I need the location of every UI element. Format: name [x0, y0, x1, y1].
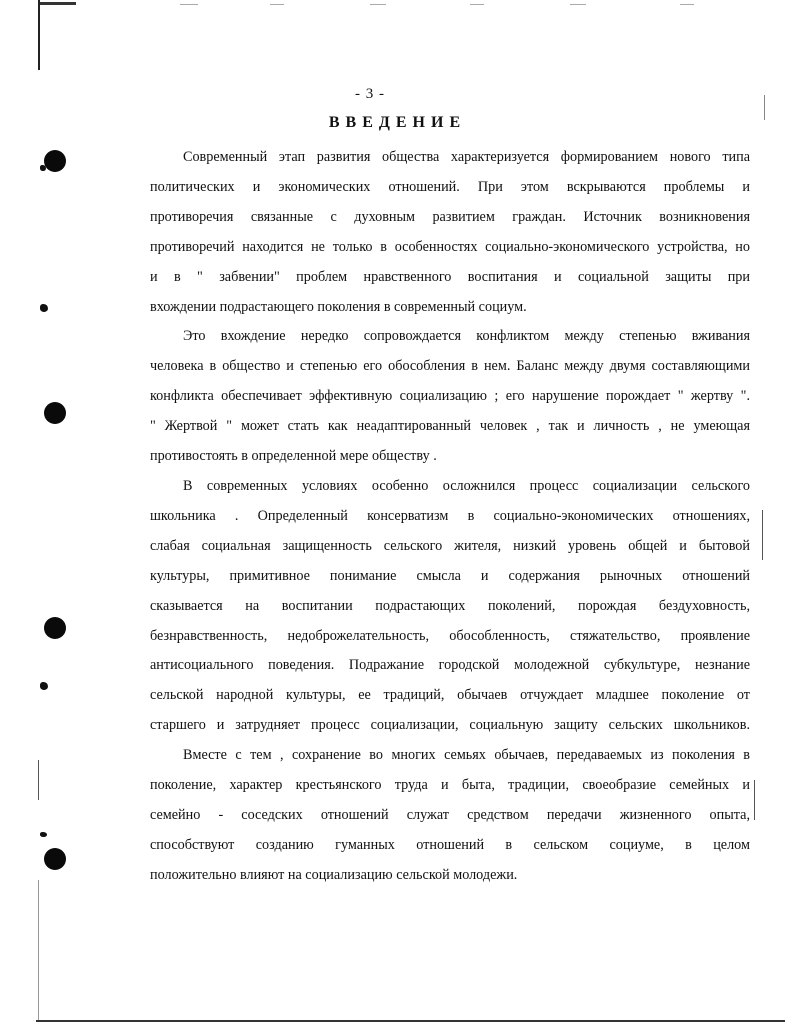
text-line: антисоциального поведения. Подражание городской молодежной субкультуре, незнание	[150, 657, 750, 674]
text-line: поколение, характер крестьянского труда и быта, традиции, своеобразие семейных и	[150, 777, 750, 794]
text-line: конфликта обеспечивает эффективную социализацию ; его нарушение порождает " жертву ".	[150, 388, 750, 405]
text-line: Современный этап развития общества характеризуется формированием нового типа	[183, 149, 750, 165]
scan-edge-left	[38, 0, 40, 70]
scan-dash	[570, 4, 586, 5]
text-line: вхождении подрастающего поколения в современный социум.	[150, 298, 527, 315]
text-line: положительно влияют на социализацию сельской молодежи.	[150, 866, 518, 883]
ink-speck	[40, 682, 48, 690]
scan-edge-left-lower	[38, 880, 39, 1020]
scan-dash	[370, 4, 386, 5]
page-number: - 3 -	[355, 86, 385, 102]
text-line: противоречия связанные с духовным развитием граждан. Источник возникновения	[150, 208, 750, 225]
text-line: способствуют созданию гуманных отношений в сельском социуме, в целом	[150, 836, 750, 853]
text-line: безнравственность, недоброжелательность, обособленность, стяжательство, проявление	[150, 627, 750, 644]
punch-hole-icon	[44, 848, 66, 870]
scan-edge-top	[40, 2, 76, 5]
text-line: В современных условиях особенно осложнился процесс социализации сельского	[183, 477, 750, 494]
text-line: культуры, примитивное понимание смысла и содержания рыночных отношений	[150, 567, 750, 584]
text-line: Это вхождение нередко сопровождается конфликтом между степенью вживания	[183, 328, 750, 345]
text-line: сказывается на воспитании подрастающих поколений, порождая бездуховность,	[150, 597, 750, 614]
ink-speck	[40, 165, 46, 171]
text-line: старшего и затрудняет процесс социализации, социальную защиту сельских школьников.	[150, 717, 750, 734]
text-line: " Жертвой " может стать как неадаптированный человек , так и личность , не умеющая	[150, 418, 750, 435]
text-line: школьника . Определенный консерватизм в социально-экономических отношениях,	[150, 507, 750, 524]
text-line: семейно - соседских отношений служат средством передачи жизненного опыта,	[150, 806, 750, 823]
punch-hole-icon	[44, 402, 66, 424]
page-title: ВВЕДЕНИЕ	[328, 114, 467, 131]
text-line: противостоять в определенной мере обществу .	[150, 448, 437, 465]
text-line: слабая социальная защищенность сельского жителя, низкий уровень общей и бытовой	[150, 537, 750, 554]
scan-margin-mark	[754, 780, 755, 820]
scan-margin-mark	[38, 760, 39, 800]
text-line: противоречий находится не только в особенностях социально-экономического устройства, но	[150, 238, 750, 255]
text-line: человека в общество и степенью его обособления в нем. Баланс между двумя составляющими	[150, 358, 750, 375]
scan-dash	[270, 4, 284, 5]
scan-margin-mark	[762, 510, 763, 560]
text-line: Вместе с тем , сохранение во многих семьях обычаев, передаваемых из поколения в	[183, 747, 750, 764]
punch-hole-icon	[44, 150, 66, 172]
text-line: и в " забвении" проблем нравственного воспитания и социальной защиты при	[150, 268, 750, 285]
body-text	[150, 143, 750, 891]
text-line: политических и экономических отношений. При этом вскрываются проблемы и	[150, 178, 750, 195]
scan-dash	[180, 4, 198, 5]
ink-speck	[40, 832, 47, 837]
scan-dash	[470, 4, 484, 5]
scan-dash	[680, 4, 694, 5]
punch-hole-icon	[44, 617, 66, 639]
ink-speck	[40, 304, 48, 312]
scan-edge-bottom	[36, 1020, 785, 1022]
text-line: сельской народной культуры, ее традиций, обычаев отчуждает младшее поколение от	[150, 687, 750, 704]
